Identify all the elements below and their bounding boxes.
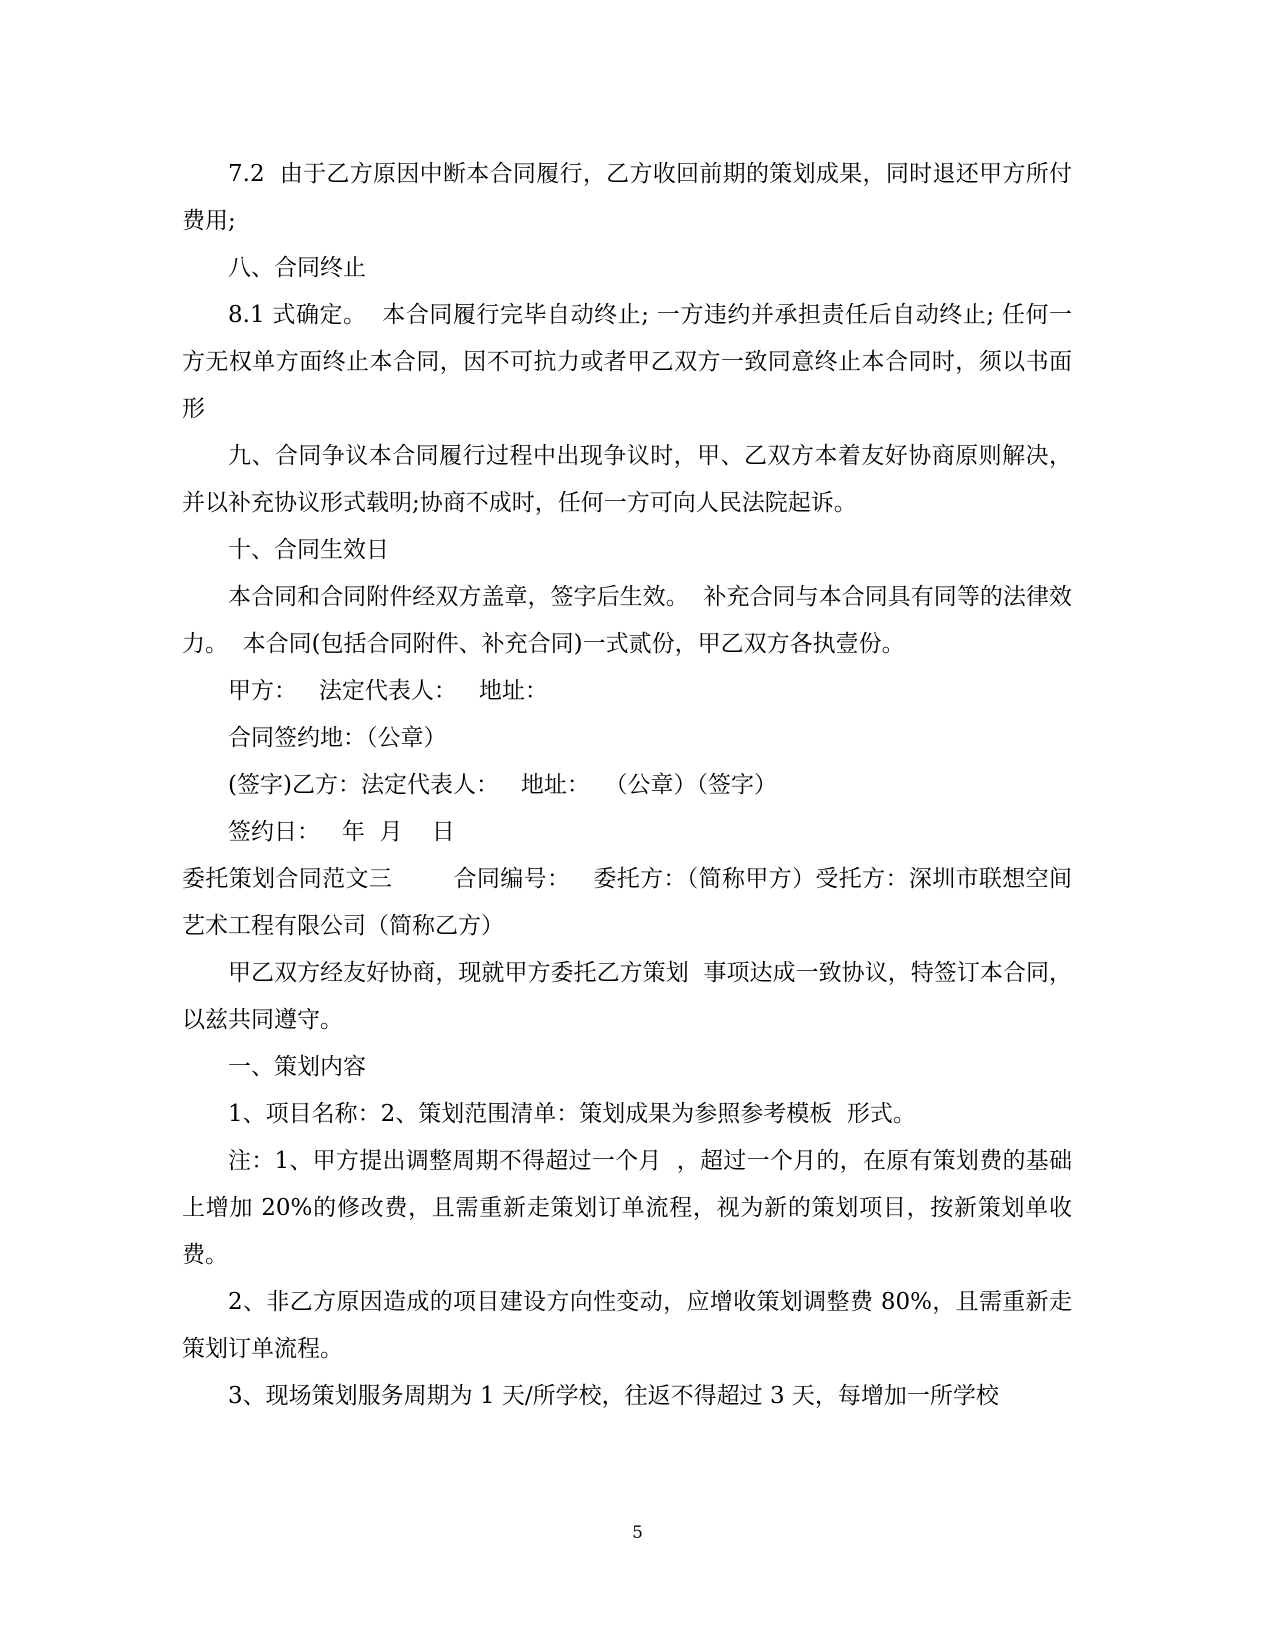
- paragraph-note-2: 2、非乙方原因造成的项目建设方向性变动，应增收策划调整费 80%，且需重新走策划订单流程。: [182, 1289, 1072, 1362]
- signature-location: 合同签约地：（公章）: [228, 725, 447, 751]
- paragraph-project-name: 1、项目名称：2、策划范围清单：策划成果为参照参考模板 形式。: [228, 1101, 916, 1127]
- heading-effective-date: 十、合同生效日: [228, 537, 389, 563]
- paragraph-note-1: 注：1、甲方提出调整周期不得超过一个月 ，超过一个月的，在原有策划费的基础上增加 20%的修改费，且需重新走策划订单流程，视为新的策划项目，按新策划单收费。: [182, 1148, 1072, 1268]
- paragraph-7-2: 7.2 由于乙方原因中断本合同履行，乙方收回前期的策划成果，同时退还甲方所付费用;: [182, 161, 1072, 234]
- signature-party-a: 甲方： 法定代表人： 地址：: [228, 678, 548, 704]
- contract-three-header: 委托策划合同范文三 合同编号： 委托方：（简称甲方）受托方：深圳市联想空间艺术工程有限公司（简称乙方）: [182, 866, 1072, 939]
- paragraph-note-3: 3、现场策划服务周期为 1 天/所学校，往返不得超过 3 天，每增加一所学校: [228, 1383, 999, 1409]
- paragraph-effectiveness: 本合同和合同附件经双方盖章，签字后生效。 补充合同与本合同具有同等的法律效力。 本合同(包括合同附件、补充合同)一式贰份，甲乙双方各执壹份。: [182, 584, 1072, 657]
- signature-date: 签约日： 年 月 日: [228, 819, 455, 845]
- paragraph-8-1: 8.1 式确定。 本合同履行完毕自动终止; 一方违约并承担责任后自动终止; 任何一方无权单方面终止本合同，因不可抗力或者甲乙双方一致同意终止本合同时，须以书面形: [182, 302, 1072, 422]
- signature-party-b: (签字)乙方：法定代表人： 地址： （公章）（签字）: [228, 772, 778, 798]
- paragraph-contract-dispute: 九、合同争议本合同履行过程中出现争议时，甲、乙双方本着友好协商原则解决，并以补充协议形式载明;协商不成时，任何一方可向人民法院起诉。: [182, 443, 1072, 516]
- document-body: [182, 151, 1072, 1420]
- heading-planning-content: 一、策划内容: [228, 1054, 366, 1080]
- heading-contract-termination: 八、合同终止: [228, 255, 366, 281]
- paragraph-agreement: 甲乙双方经友好协商，现就甲方委托乙方策划 事项达成一致协议，特签订本合同，以兹共同遵守。: [182, 960, 1072, 1033]
- page-number: 5: [632, 1523, 643, 1543]
